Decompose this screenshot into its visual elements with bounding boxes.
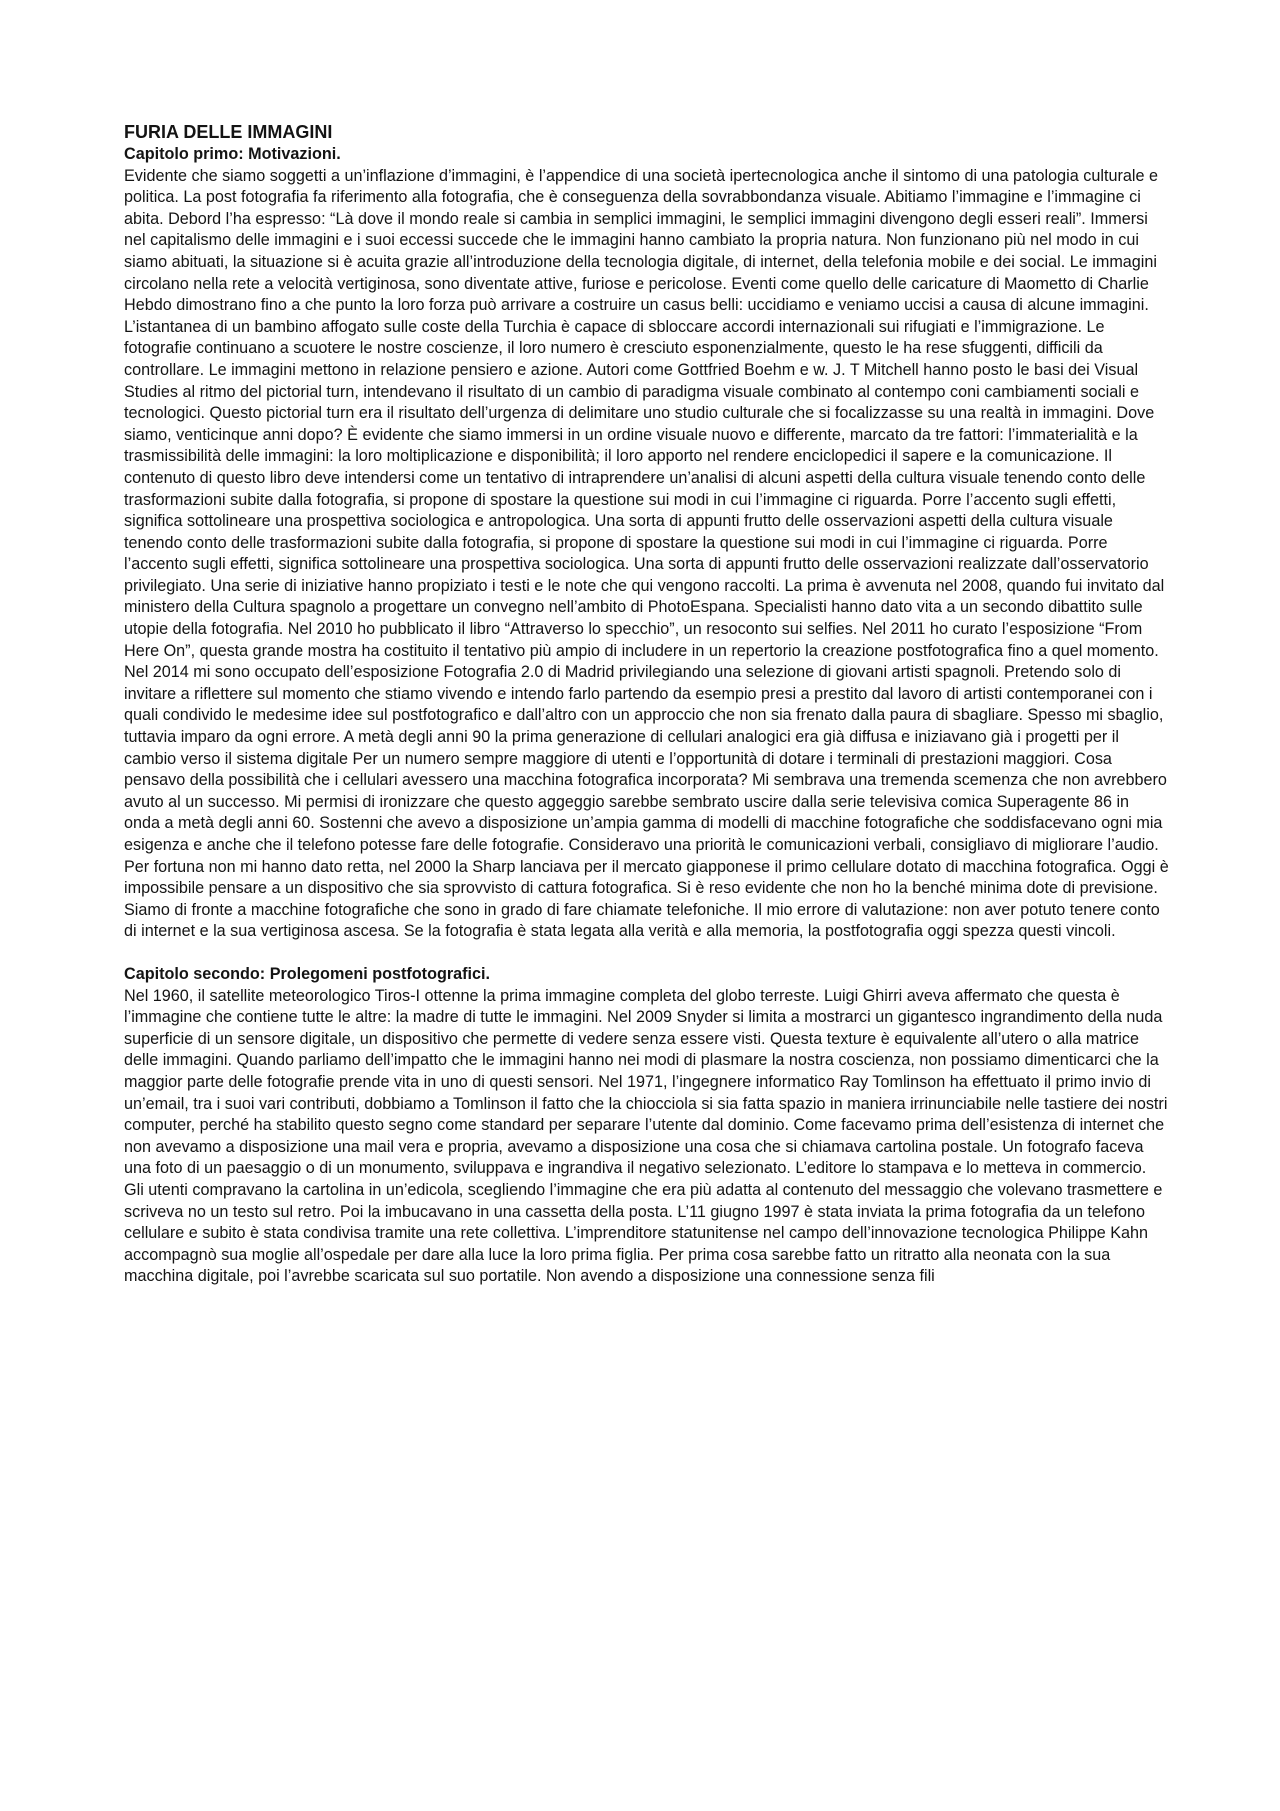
document-title: FURIA DELLE IMMAGINI [124, 122, 333, 142]
chapter-one [124, 144, 1169, 943]
chapter-one-heading: Capitolo primo: Motivazioni. [124, 145, 341, 163]
chapter-two-text: Nel 1960, il satellite meteorologico Tiros-I ottenne la prima immagine completa del globo terreste. Luigi Ghirri aveva affermato che questa è l’immagine che contiene tutte le altre: la madre di tutte le immagini. Nel 2009 Snyder si limita a mostrarci un gigantesco ingrandimento della nuda superficie di un sensore digitale, un dispositivo che permette di vedere senza essere visti. Questa texture è equivalente all’utero o alla matrice delle immagini. Quando parliamo dell’impatto che le immagini hanno nei modi di plasmare la nostra coscienza, non possiamo dimenticarci che la maggior parte delle fotografie prende vita in uno di questi sensori. Nel 1971, l’ingegnere informatico Ray Tomlinson ha effettuato il primo invio di un’email, tra i suoi vari contributi, dobbiamo a Tomlinson il fatto che la chiocciola si sia fatta spazio in maniera irrinunciabile nelle tastiere dei nostri computer, perché ha stabilito questo segno come standard per separare l’utente dal dominio. Come facevamo prima dell’esistenza di internet che non avevamo a disposizione una mail vera e propria, avevamo a disposizione una cosa che si chiamava cartolina postale. Un fotografo faceva una foto di un paesaggio o di un monumento, sviluppava e ingrandiva il negativo selezionato. L’editore lo stampava e lo metteva in commercio. Gli utenti compravano la cartolina in un’edicola, scegliendo l’immagine che era più adatta al contenuto del messaggio che volevano trasmettere e scriveva no un testo sul retro. Poi la imbucavano in una cassetta della posta. L’11 giugno 1997 è stata inviata la prima fotografia da un telefono cellulare e subito è stata condivisa tramite una rete collettiva. L’imprenditore statunitense nel campo dell’innovazione tecnologica Philippe Kahn accompagnò sua moglie all’ospedale per dare alla luce la loro prima figlia. Per prima cosa sarebbe fatto un ritratto alla neonata con la sua macchina digitale, poi l’avrebbe scaricata sul suo portatile. Non avendo a disposizione una connessione senza fili [124, 986, 1168, 1286]
chapter-two [124, 964, 1169, 1288]
document-page [124, 120, 1169, 1288]
chapter-one-text: Evidente che siamo soggetti a un’inflazione d’immagini, è l’appendice di una società ipertecnologica anche il sintomo di una patologia culturale e politica. La post fotografia fa riferimento alla fotografia, che è conseguenza della sovrabbondanza visuale. Abitiamo l’immagine e l’immagine ci abita. Debord l’ha espresso: “Là dove il mondo reale si cambia in semplici immagini, le semplici immagini divengono degli esseri reali”. Immersi nel capitalismo delle immagini e i suoi eccessi succede che le immagini hanno cambiato la propria natura. Non funzionano più nel modo in cui siamo abituati, la situazione si è acuita grazie all’introduzione della tecnologia digitale, di internet, della telefonia mobile e dei social. Le immagini circolano nella rete a velocità vertiginosa, sono diventate attive, furiose e pericolose. Eventi come quello delle caricature di Maometto di Charlie Hebdo dimostrano fino a che punto la loro forza può arrivare a costruire un casus belli: uccidiamo e veniamo uccisi a causa di alcune immagini. L’istantanea di un bambino affogato sulle coste della Turchia è capace di sbloccare accordi internazionali sui rifugiati e l’immigrazione. Le fotografie continuano a scuotere le nostre coscienze, il loro numero è cresciuto esponenzialmente, questo le ha rese sfuggenti, difficili da controllare. Le immagini mettono in relazione pensiero e azione. Autori come Gottfried Boehm e w. J. T Mitchell hanno posto le basi dei Visual Studies al ritmo del pictorial turn, intendevano il risultato di un cambio di paradigma visuale combinato al contempo coni cambiamenti sociali e tecnologici. Questo pictorial turn era il risultato dell’urgenza di delimitare uno studio culturale che si focalizzasse su una realtà in immagini. Dove siamo, venticinque anni dopo? È evidente che siamo immersi in un ordine visuale nuovo e differente, marcato da tre fattori: l’immaterialità e la trasmissibilità delle immagini: la loro moltiplicazione e disponibilità; il loro apporto nel rendere enciclopedici il sapere e la comunicazione. Il contenuto di questo libro deve intendersi come un tentativo di intraprendere un’analisi di alcuni aspetti della cultura visuale tenendo conto delle trasformazioni subite dalla fotografia, si propone di spostare la questione sui modi in cui l’immagine ci riguarda. Porre l’accento sugli effetti, significa sottolineare una prospettiva sociologica e antropologica. Una sorta di appunti frutto delle osservazioni aspetti della cultura visuale tenendo conto delle trasformazioni subite dalla fotografia, si propone di spostare la questione sui modi in cui l’immagine ci riguarda. Porre l’accento sugli effetti, significa sottolineare una prospettiva sociologica. Una sorta di appunti frutto delle osservazioni realizzate dall’osservatorio privilegiato. Una serie di iniziative hanno propiziato i testi e le note che qui vengono raccolti. La prima è avvenuta nel 2008, quando fui invitato dal ministero della Cultura spagnolo a progettare un convegno nell’ambito di PhotoEspana. Specialisti hanno dato vita a un secondo dibattito sulle utopie della fotografia. Nel 2010 ho pubblicato il libro “Attraverso lo specchio”, un resoconto sui selfies. Nel 2011 ho curato l’esposizione “From Here On”, questa grande mostra ha costituito il tentativo più ampio di includere in un repertorio la creazione postfotografica fino a quel momento. Nel 2014 mi sono occupato dell’esposizione Fotografia 2.0 di Madrid privilegiando una selezione di giovani artisti spagnoli. Pretendo solo di invitare a riflettere sul momento che stiamo vivendo e intendo farlo partendo da esempio presi a prestito dal lavoro di artisti contemporanei con i quali condivido le medesime idee sul postfotografico e dall’altro con un approccio che non sia frenato dalla paura di sbagliare. Spesso mi sbaglio, tuttavia imparo da ogni errore. A metà degli anni 90 la prima generazione di cellulari analogici era già diffusa e iniziavano già i progetti per il cambio verso il sistema digitale Per un numero sempre maggiore di utenti e l’opportunità di dotare i terminali di prestazioni maggiori. Cosa pensavo della possibilità che i cellulari avessero una macchina fotografica incorporata? Mi sembrava una tremenda scemenza che non avrebbero avuto al un successo. Mi permisi di ironizzare che questo aggeggio sarebbe sembrato uscire dalla serie televisiva comica Superagente 86 in onda a metà degli anni 60. Sostenni che avevo a disposizione un’ampia gamma di modelli di macchine fotografiche che soddisfacevano ogni mia esigenza e anche che il telefono potesse fare delle fotografie. Consideravo una priorità le comunicazioni verbali, consigliavo di migliorare l’audio. Per fortuna non mi hanno dato retta, nel 2000 la Sharp lanciava per il mercato giapponese il primo cellulare dotato di macchina fotografica. Oggi è impossibile pensare a un dispositivo che sia sprovvisto di cattura fotografica. Si è reso evidente che non ho la benché minima dote di previsione. Siamo di fronte a macchine fotografiche che sono in grado di fare chiamate telefoniche. Il mio errore di valutazione: non aver potuto tenere conto di internet e la sua vertiginosa ascesa. Se la fotografia è stata legata alla verità e alla memoria, la postfotografia oggi spezza questi vincoli. [124, 166, 1169, 941]
chapter-two-heading: Capitolo secondo: Prolegomeni postfotografici. [124, 964, 491, 983]
